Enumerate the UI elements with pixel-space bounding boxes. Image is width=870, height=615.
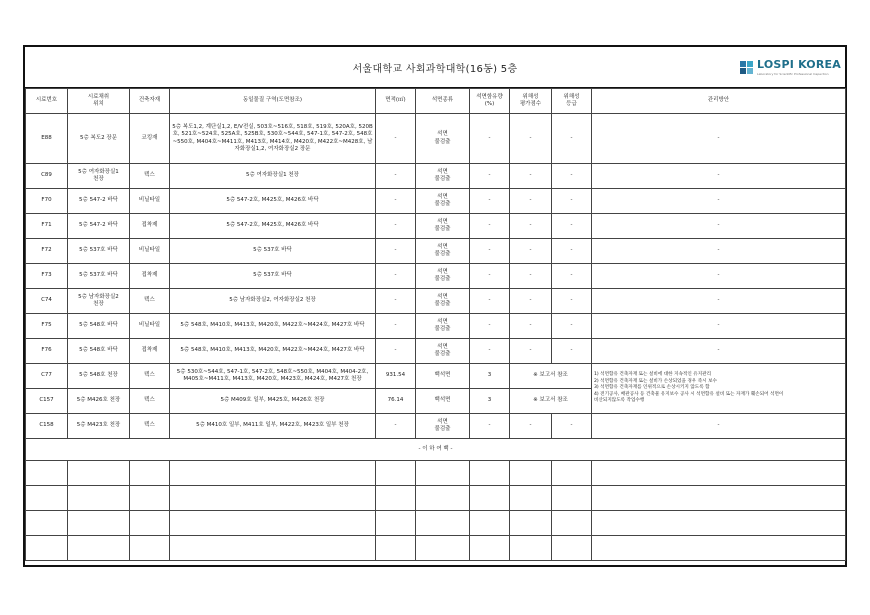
cell-score: - [510,164,552,189]
cell-pct: - [470,414,510,439]
table-row [26,264,846,289]
cell-mgmt: - [592,214,846,239]
cell-grade: - [552,214,592,239]
blank-cell [552,511,592,536]
column-header: 석면함유량 (%) [470,89,510,114]
blank-cell [130,511,170,536]
blank-cell [130,486,170,511]
blank-row [26,486,846,511]
blank-cell [170,536,376,561]
company-logo [740,58,841,80]
cell-score-note: ※ 보고서 참조 [510,364,592,389]
blank-cell [170,486,376,511]
table-row [26,414,846,439]
blank-row [26,461,846,486]
cell-score-note: ※ 보고서 참조 [510,389,592,414]
column-header: 동일물질 구역(도면참조) [170,89,376,114]
cell-loc: 5층 548호 바닥 [68,314,130,339]
column-header: 관리방안 [592,89,846,114]
cell-id: C158 [26,414,68,439]
cell-size: - [376,164,416,189]
cell-mgmt: - [592,239,846,264]
column-header: 건축자재 [130,89,170,114]
cell-pct: - [470,214,510,239]
blank-cell [68,511,130,536]
mgmt-note-line: 2) 석면함유 건축자재 또는 설비가 손상되었을 경우 즉시 보수 [594,378,717,384]
cell-area: 5층 537호 바닥 [170,239,376,264]
blank-cell [510,486,552,511]
cell-loc: 5층 548호 천장 [68,364,130,389]
blank-cell [592,536,846,561]
cell-pct: - [470,264,510,289]
blank-cell [510,536,552,561]
cell-size: - [376,114,416,164]
logo-text: LOSPI KOREA [757,58,841,71]
cell-id: E88 [26,114,68,164]
blank-cell [470,461,510,486]
cell-grade: - [552,339,592,364]
table-header-row [26,89,846,114]
cell-type: 석면 불검출 [416,289,470,314]
cell-grade: - [552,314,592,339]
cell-id: F72 [26,239,68,264]
cell-type: 석면 불검출 [416,164,470,189]
cell-pct: - [470,314,510,339]
cell-score: - [510,289,552,314]
cell-type: 백석면 [416,364,470,389]
cell-pct: - [470,114,510,164]
blank-cell [376,536,416,561]
cell-size: 931.54 [376,364,416,389]
mgmt-note-line: 1) 석면함유 건축자재 또는 설비에 대한 지속적인 유지관리 [594,371,712,377]
blank-cell [26,486,68,511]
cell-mat: 텍스 [130,289,170,314]
cell-size: - [376,414,416,439]
cell-loc: 5층 537호 바닥 [68,264,130,289]
cell-pct: - [470,339,510,364]
column-header: 위해성 등급 [552,89,592,114]
cell-mgmt: - [592,339,846,364]
cell-mgmt: - [592,164,846,189]
cell-type: 석면 불검출 [416,314,470,339]
cell-size: - [376,289,416,314]
blank-cell [26,536,68,561]
cell-type: 석면 불검출 [416,339,470,364]
cell-size: - [376,239,416,264]
table-row [26,164,846,189]
table-row [26,189,846,214]
blank-row [26,511,846,536]
cell-area: 5층 복도1,2, 계단실1,2, E/V전실, 503호~516호, 518호, 519호, 520A호, 520B호, 521호~524호, 525A호, 525B호, 530호~544호, 547-1호, 547-2호, 548호~550호, M404호~M411호, M413호, M414호, M420호, M422호~M428호, 남자화장실1,2, 여자화장실2 장문 [170,114,376,164]
cell-score: - [510,314,552,339]
mgmt-note-line: 4) 전기공사, 배관공사 등 건축물 유지보수 공사 시 석면함유 설비 또는 자재가 훼손되어 석면이 [594,391,784,397]
cell-loc: 5층 여자화장실1 천장 [68,164,130,189]
cell-type: 석면 불검출 [416,414,470,439]
cell-size: - [376,339,416,364]
cell-pct: - [470,239,510,264]
blank-cell [26,511,68,536]
column-header: 위해성 평가점수 [510,89,552,114]
mgmt-note-line: 3) 석면함유 건축자재를 인위적으로 손상시키지 않도록 함 [594,385,710,391]
cell-loc: 5층 M426호 천장 [68,389,130,414]
blank-cell [68,486,130,511]
blank-cell [376,511,416,536]
cell-grade: - [552,189,592,214]
logo-tagline: Laboratory for Scientific Professional Inspection [757,72,829,76]
blank-cell [510,511,552,536]
cell-grade: - [552,239,592,264]
cell-mat: 텍스 [130,389,170,414]
cell-type: 석면 불검출 [416,264,470,289]
cell-score: - [510,414,552,439]
cell-id: C157 [26,389,68,414]
cell-mgmt: - [592,289,846,314]
cell-loc: 5층 547-2 바닥 [68,189,130,214]
column-header: 면적(㎡) [376,89,416,114]
cell-loc: 5층 547-2 바닥 [68,214,130,239]
blank-cell [68,461,130,486]
page-title: 서울대학교 사회과학대학(16동) 5층 [352,64,518,75]
cell-grade: - [552,264,592,289]
cell-area: 5층 547-2호, M425호, M426호 바닥 [170,189,376,214]
cell-pct: 3 [470,389,510,414]
cell-mat: 비닐타일 [130,314,170,339]
cell-score: - [510,214,552,239]
cell-score: - [510,189,552,214]
cell-size: 76.14 [376,389,416,414]
blank-cell [170,511,376,536]
blank-cell [416,536,470,561]
cell-mat: 비닐타일 [130,239,170,264]
cell-id: C74 [26,289,68,314]
cell-loc: 5층 548호 바닥 [68,339,130,364]
cell-type: 석면 불검출 [416,114,470,164]
cell-mat: 접착제 [130,264,170,289]
cell-grade: - [552,164,592,189]
blank-cell [552,461,592,486]
cell-loc: 5층 복도2 장문 [68,114,130,164]
blank-cell [552,486,592,511]
cell-mgmt: - [592,114,846,164]
blank-cell [416,461,470,486]
blank-cell [592,486,846,511]
cell-size: - [376,264,416,289]
cell-score: - [510,264,552,289]
cell-size: - [376,314,416,339]
cell-mat: 코킹재 [130,114,170,164]
cell-score: - [510,239,552,264]
blank-cell [552,536,592,561]
cell-type: 석면 불검출 [416,239,470,264]
cell-mat: 접착제 [130,214,170,239]
cell-pct: - [470,189,510,214]
blank-cell [592,461,846,486]
cell-id: C89 [26,164,68,189]
cell-grade: - [552,114,592,164]
cell-grade: - [552,414,592,439]
column-header: 시료채취 위치 [68,89,130,114]
cell-id: F73 [26,264,68,289]
blank-cell [416,511,470,536]
blank-cell [170,461,376,486]
cell-mat: 텍스 [130,164,170,189]
cell-area: 5층 남자화장실2, 여자화장실2 천장 [170,289,376,314]
cell-type: 석면 불검출 [416,214,470,239]
blank-cell [376,461,416,486]
cell-size: - [376,214,416,239]
cell-area: 5층 M409호 일부, M425호, M426호 천장 [170,389,376,414]
table-row [26,114,846,164]
column-header: 시료번호 [26,89,68,114]
cell-id: F70 [26,189,68,214]
cell-area: 5층 여자화장실1 천장 [170,164,376,189]
blank-cell [470,486,510,511]
asbestos-survey-table [25,88,846,561]
mgmt-note-line: 비산되지않도록 작업수행 [594,398,645,404]
column-header: 석면종류 [416,89,470,114]
cell-pct: 3 [470,364,510,389]
table-row [26,339,846,364]
end-marker-text: - 이 하 여 백 - [26,439,846,461]
blank-row [26,536,846,561]
table-row [26,214,846,239]
blank-cell [68,536,130,561]
cell-area: 5층 530호~544호, 547-1호, 547-2호, 548호~550호, M404호, M404-2호, M405호~M411호, M413호, M420호, M423호, M424호, M427호 천장 [170,364,376,389]
logo-squares-icon [740,61,753,74]
blank-cell [130,536,170,561]
cell-grade: - [552,289,592,314]
blank-cell [416,486,470,511]
cell-id: C77 [26,364,68,389]
table-row [26,289,846,314]
cell-mgmt: - [592,314,846,339]
blank-cell [26,461,68,486]
end-marker-row [26,439,846,461]
cell-area: 5층 M410호 일부, M411호 일부, M422호, M423호 일부 천장 [170,414,376,439]
cell-mat: 텍스 [130,364,170,389]
cell-mgmt: - [592,414,846,439]
cell-mgmt-notes [592,364,846,414]
cell-pct: - [470,164,510,189]
blank-cell [376,486,416,511]
table-row [26,364,846,389]
title-bar [25,47,845,88]
blank-cell [470,536,510,561]
table-row [26,314,846,339]
cell-pct: - [470,289,510,314]
cell-type: 석면 불검출 [416,189,470,214]
cell-area: 5층 548호, M410호, M413호, M420호, M422호~M424호, M427호 바닥 [170,339,376,364]
cell-type: 백석면 [416,389,470,414]
report-sheet [23,45,847,567]
cell-score: - [510,339,552,364]
cell-loc: 5층 남자화장실2 천장 [68,289,130,314]
blank-cell [470,511,510,536]
cell-mgmt: - [592,264,846,289]
cell-mat: 텍스 [130,414,170,439]
cell-area: 5층 547-2호, M425호, M426호 바닥 [170,214,376,239]
blank-cell [592,511,846,536]
cell-mgmt: - [592,189,846,214]
cell-area: 5층 548호, M410호, M413호, M420호, M422호~M424호, M427호 바닥 [170,314,376,339]
cell-loc: 5층 M423호 천장 [68,414,130,439]
cell-loc: 5층 537호 바닥 [68,239,130,264]
cell-id: F75 [26,314,68,339]
table-row [26,239,846,264]
cell-area: 5층 537호 바닥 [170,264,376,289]
blank-cell [130,461,170,486]
cell-id: F71 [26,214,68,239]
cell-id: F76 [26,339,68,364]
cell-mat: 접착제 [130,339,170,364]
cell-size: - [376,189,416,214]
blank-cell [510,461,552,486]
cell-mat: 비닐타일 [130,189,170,214]
cell-score: - [510,114,552,164]
